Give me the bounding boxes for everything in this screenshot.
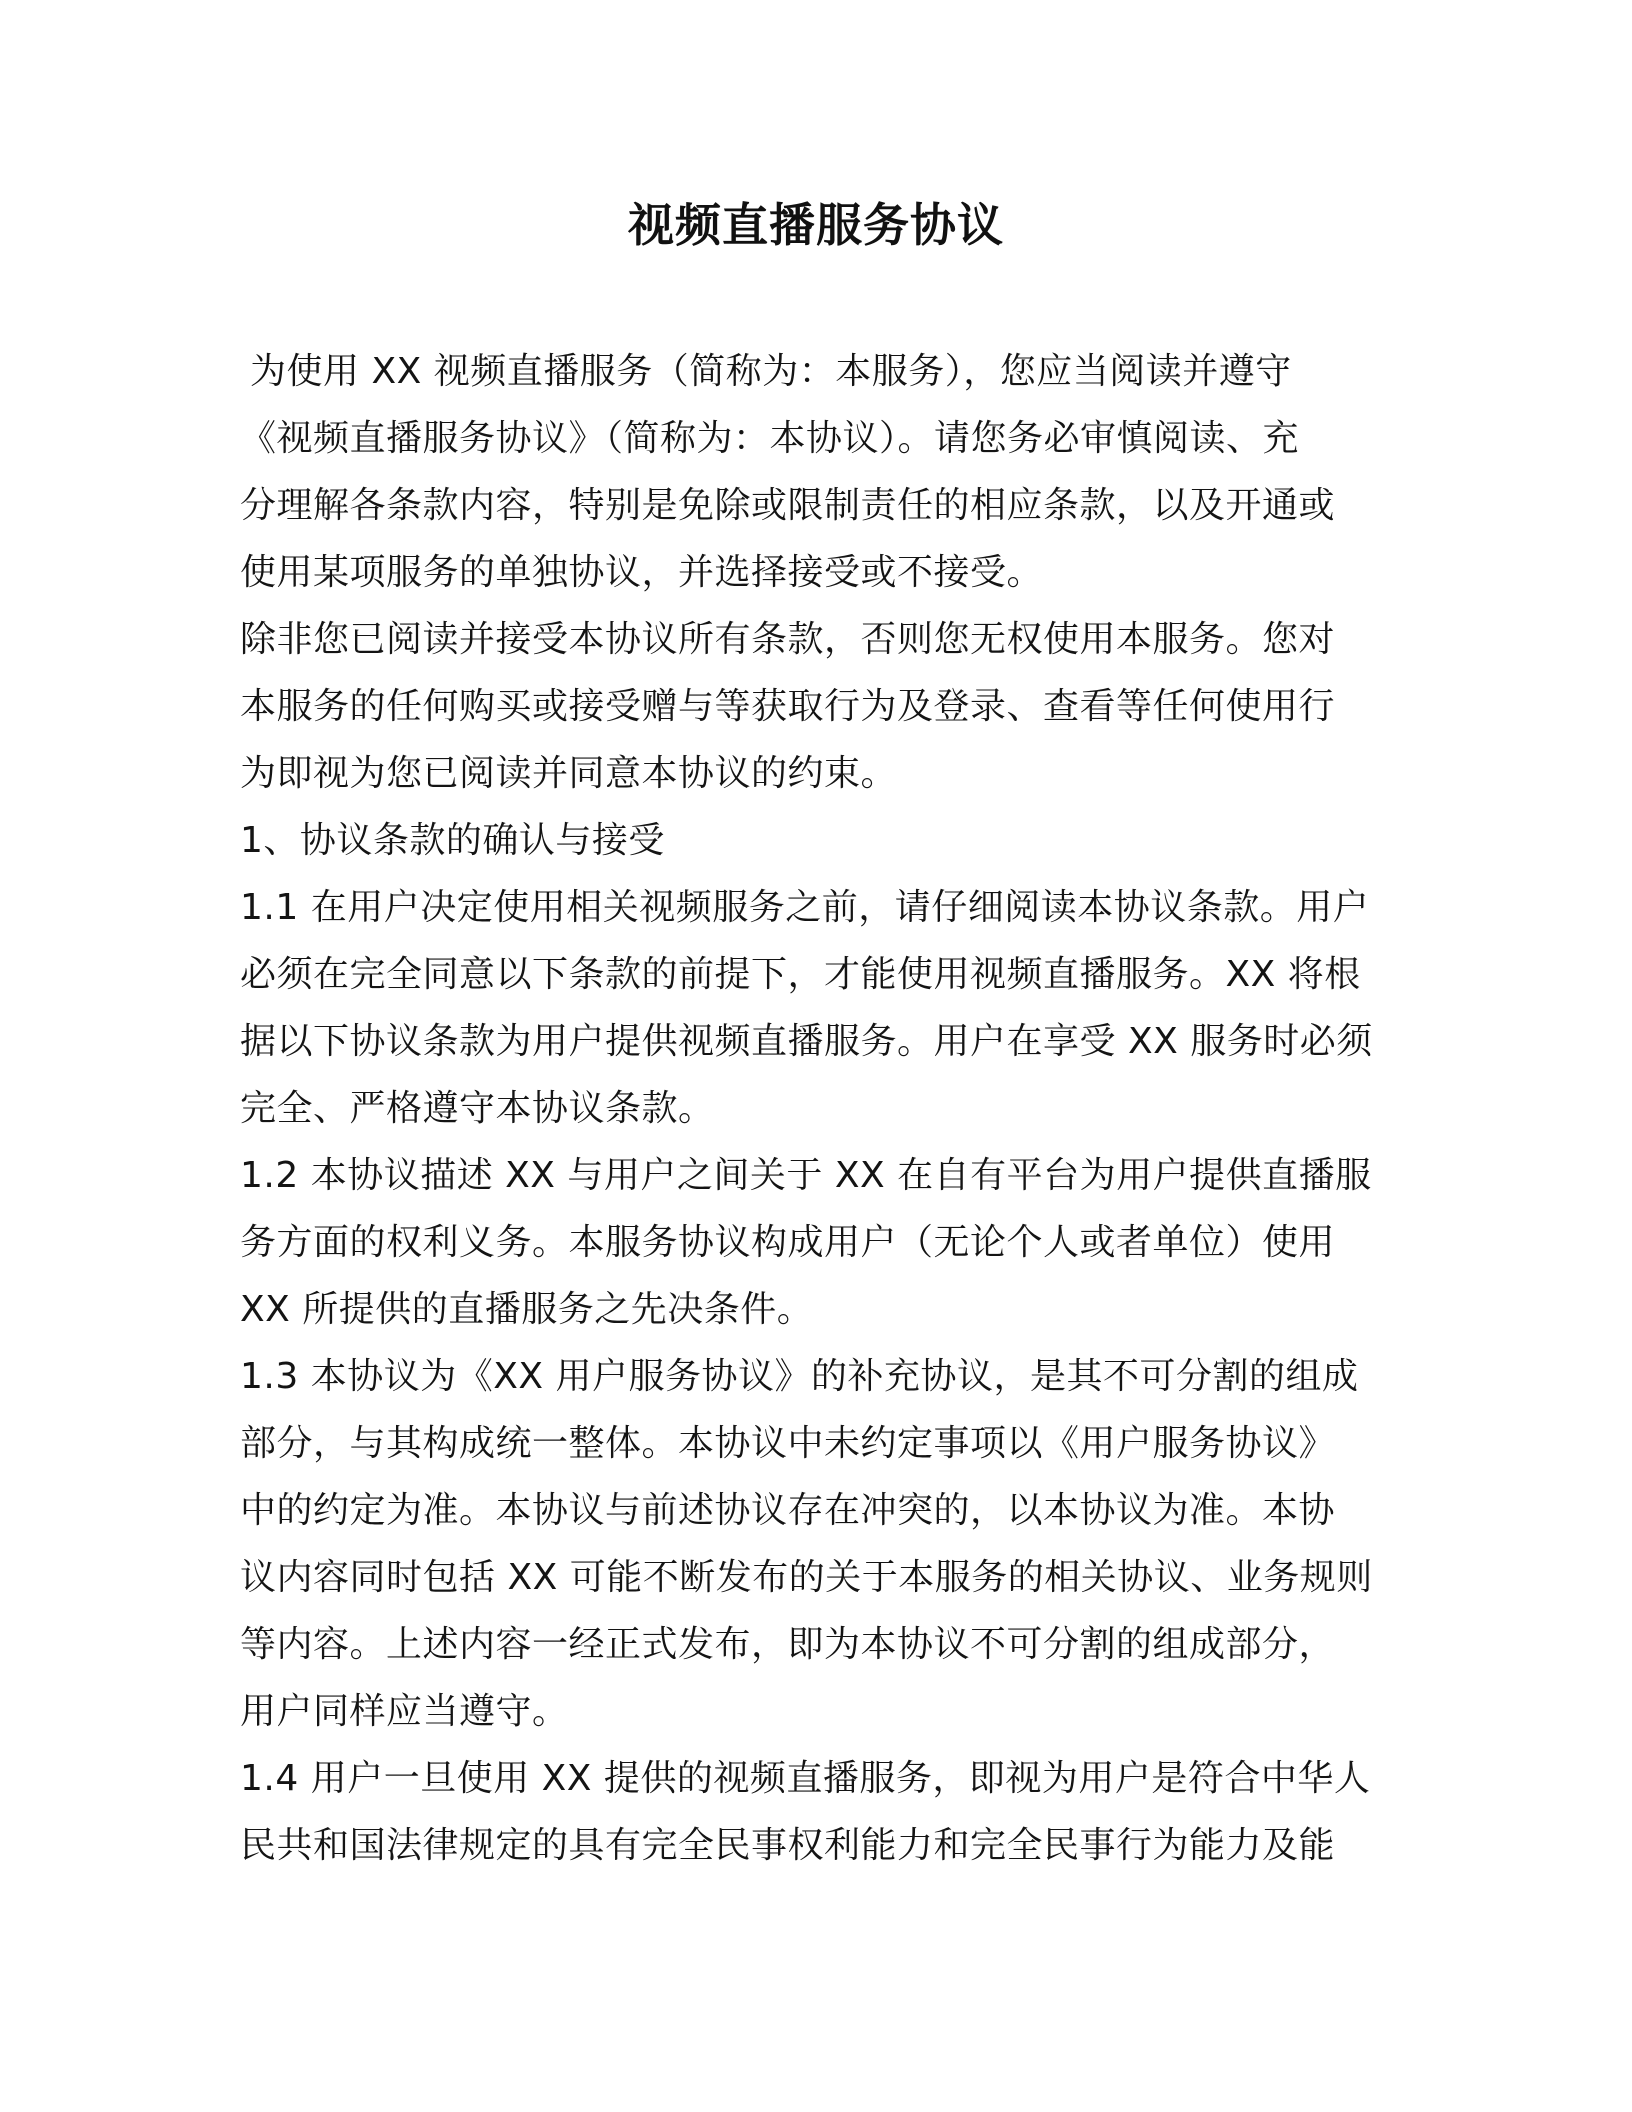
text-line: 务方面的权利义务。本服务协议构成用户（无论个人或者单位）使用: [240, 1222, 1336, 1263]
text-line: XX 所提供的直播服务之先决条件。: [240, 1289, 814, 1330]
text-line: 本服务的任何购买或接受赠与等获取行为及登录、查看等任何使用行: [240, 686, 1336, 727]
text-line: 必须在完全同意以下条款的前提下，才能使用视频直播服务。XX 将根: [240, 954, 1361, 995]
document-title: 视频直播服务协议: [628, 198, 1004, 252]
text-line: 使用某项服务的单独协议，并选择接受或不接受。: [240, 552, 1044, 593]
text-line: 完全、严格遵守本协议条款。: [240, 1088, 715, 1129]
text-line: 《视频直播服务协议》（简称为：本协议）。请您务必审慎阅读、充: [240, 418, 1300, 459]
text-line: 议内容同时包括 XX 可能不断发布的关于本服务的相关协议、业务规则: [240, 1557, 1373, 1598]
text-line: 1.3 本协议为《XX 用户服务协议》的补充协议，是其不可分割的组成: [240, 1356, 1359, 1397]
text-line: 1.4 用户一旦使用 XX 提供的视频直播服务，即视为用户是符合中华人: [240, 1758, 1371, 1799]
text-line: 1.2 本协议描述 XX 与用户之间关于 XX 在自有平台为用户提供直播服: [240, 1155, 1372, 1196]
text-line: 部分，与其构成统一整体。本协议中未约定事项以《用户服务协议》: [240, 1423, 1336, 1464]
text-line: 分理解各条款内容，特别是免除或限制责任的相应条款，以及开通或: [240, 485, 1336, 526]
text-line: 据以下协议条款为用户提供视频直播服务。用户在享受 XX 服务时必须: [240, 1021, 1373, 1062]
text-line: 为使用 XX 视频直播服务（简称为：本服务），您应当阅读并遵守: [250, 351, 1292, 392]
text-line: 民共和国法律规定的具有完全民事权利能力和完全民事行为能力及能: [240, 1825, 1336, 1866]
text-line: 为即视为您已阅读并同意本协议的约束。: [240, 753, 898, 794]
section-heading: 1、协议条款的确认与接受: [240, 820, 665, 861]
text-line: 用户同样应当遵守。: [240, 1691, 569, 1732]
text-line: 1.1 在用户决定使用相关视频服务之前，请仔细阅读本协议条款。用户: [240, 887, 1370, 928]
text-line: 中的约定为准。本协议与前述协议存在冲突的，以本协议为准。本协: [240, 1490, 1336, 1531]
text-line: 等内容。上述内容一经正式发布，即为本协议不可分割的组成部分，: [240, 1624, 1336, 1665]
document-body: [240, 338, 1390, 1879]
text-line: 除非您已阅读并接受本协议所有条款，否则您无权使用本服务。您对: [240, 619, 1336, 660]
